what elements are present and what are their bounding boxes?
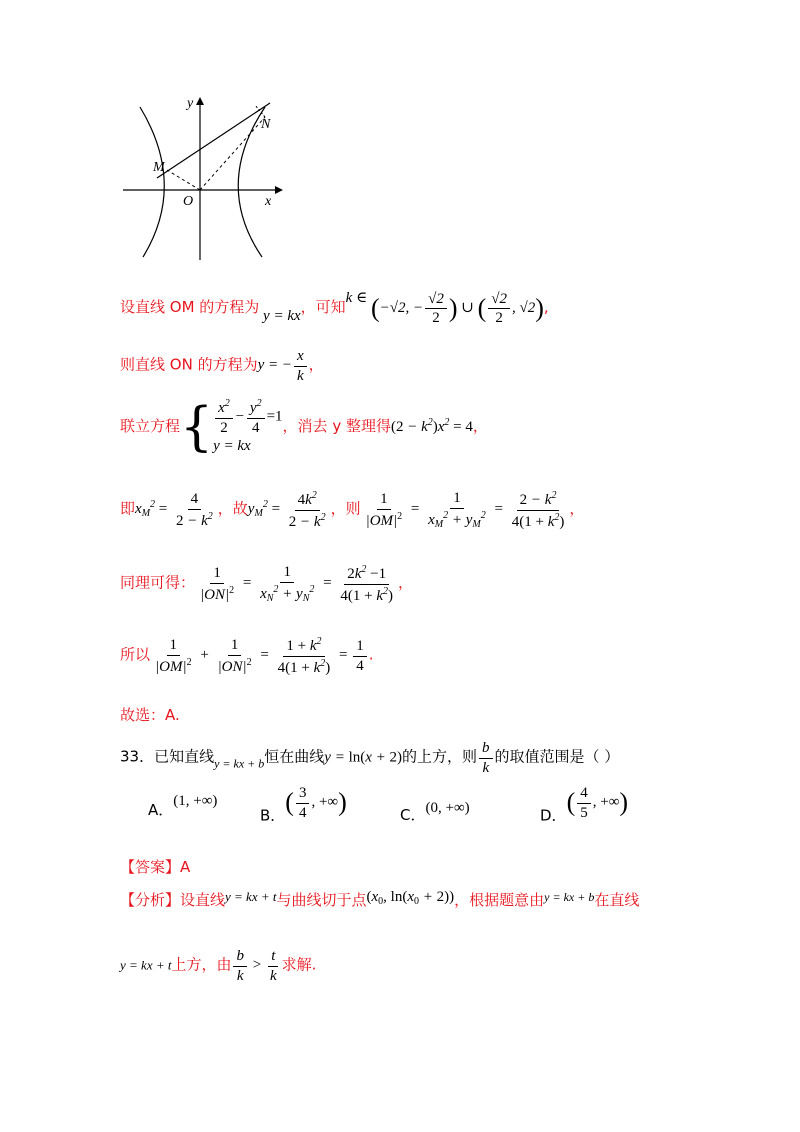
question-number: 33．已知直线	[120, 747, 215, 766]
label-y: y	[187, 96, 194, 111]
analysis-mid2: ，根据题意由	[454, 891, 545, 909]
option-d[interactable]: D．( $\frac{4}{5}$ , +∞)	[540, 785, 629, 825]
solution-line-5: 同理可得： $\frac{1}{|ON|^2}$ = $\frac{1}{x_N^2 + y_N^2}$ = $\frac{2k^2 -1}{4(1 + k^2)}$ ，	[120, 564, 413, 604]
x-axis-arrow	[275, 186, 283, 194]
line6-text: 所以	[120, 645, 151, 664]
segment-om	[167, 170, 200, 190]
question-33: 33．已知直线$_{y = kx + b}$恒在曲线y = ln(x + 2)的上方，则 $\frac{b}{k}$ 的取值范围是（ ）	[120, 740, 620, 776]
question-mid2: 的上方，则	[402, 747, 478, 766]
solution-line-4: 即$x_M^2$ = $\frac{4}{2 - k^2}$ ，故$y_M^2$ = $\frac{4k^2}{2 - k^2}$ ，则 $\frac{1}{|OM|^2}$ = $\frac{1}{x_M^2 + y_M^2}$ = $\frac{2 - k^2}{4(1 + k^2)}$ ，	[120, 490, 585, 530]
solution-choice: 故选：A.	[120, 706, 180, 724]
question-mid1: 恒在曲线	[264, 747, 325, 766]
analysis-line-2: y = kx + t上方，由 $\frac{b}{k}$ > $\frac{t}{k}$ 求解.	[120, 948, 317, 984]
option-c[interactable]: C．(0, +∞)	[400, 800, 470, 824]
line5-text: 同理可得：	[120, 573, 196, 592]
option-a-letter: A．	[148, 801, 174, 819]
line3-text: 联立方程	[120, 416, 181, 435]
solution-line-6: 所以 $\frac{1}{|OM|^2}$ + $\frac{1}{|ON|^2}$ = $\frac{1 + k^2}{4(1 + k^2)}$ = $\frac{1}{4}$ .	[120, 636, 374, 676]
analysis-label: 【分析】设直线	[120, 891, 226, 909]
label-m: M	[153, 160, 165, 175]
hyperbola-figure	[115, 95, 285, 265]
line4-text: 即	[120, 499, 136, 518]
line4-mid2: ，则	[330, 499, 361, 518]
solution-line-3: 联立方程{ $\frac{x^2}{2}$ − $\frac{y^2}{4}$ =1 y = kx ，消去 y 整理得$(2 - k^2)x^2 = 4$，	[120, 397, 488, 458]
y-axis-arrow	[196, 97, 204, 105]
analysis-mid1: 与曲线切于点	[276, 891, 367, 909]
analysis-line-1: 【分析】设直线y = kx + t与曲线切于点($x_0$, $\ln(x_0 + 2)$)，根据题意由y = kx + b在直线	[120, 889, 640, 909]
label-o: O	[183, 194, 194, 209]
solution-line-2: 则直线 ON 的方程为y = − $\frac{x}{k}$ ，	[120, 348, 324, 384]
option-d-letter: D．	[540, 806, 567, 825]
answer-label: 【答案】A	[120, 858, 191, 876]
analysis-mid3: 在直线	[594, 891, 640, 909]
line3-mid: ，消去 y 整理得	[282, 416, 391, 435]
question-mid3: 的取值范围是（ ）	[494, 747, 620, 766]
line4-mid1: ，故	[217, 499, 248, 518]
solution-line-1: 设直线 OM 的方程为 y = kx，可知k ∈ (−√2, − $\frac{√2}{2}$ ) ∪ ( $\frac{√2}{2}$ , √2),	[120, 290, 549, 327]
option-a[interactable]: A．(1, +∞)	[148, 793, 218, 819]
analysis-end: 求解.	[281, 955, 317, 974]
option-c-letter: C．	[400, 806, 426, 824]
line-mn	[157, 103, 270, 178]
analysis-tail: 上方，由	[171, 955, 232, 974]
option-b-letter: B．	[260, 806, 286, 825]
line1-text: 设直线 OM 的方程为	[120, 298, 260, 316]
label-x: x	[265, 194, 272, 209]
line1-mid: ，可知	[300, 298, 346, 316]
line2-text: 则直线 ON 的方程为	[120, 355, 258, 374]
hyperbola-left-branch	[140, 107, 164, 257]
label-n: N	[261, 117, 271, 132]
option-b[interactable]: B．( $\frac{3}{4}$ , +∞)	[260, 785, 347, 825]
